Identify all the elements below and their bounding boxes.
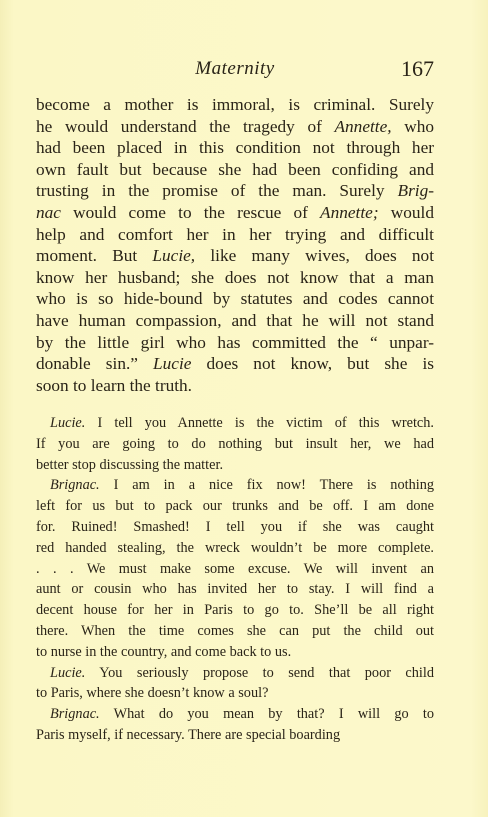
narrative-line: have human compassion, and that he will not stand: [36, 310, 434, 330]
dialogue-line: better stop discussing the matter.: [36, 456, 224, 473]
dialogue-line: to Paris, where she doesn’t know a soul?: [36, 685, 269, 702]
dialogue-line: for. Ruined! Smashed! I tell you if she was caught: [36, 518, 434, 535]
narrative-line: nac would come to the rescue of Annette; would: [36, 202, 434, 222]
speaker-name: Lucie.: [50, 415, 86, 431]
dialogue-line: left for us but to pack our trunks and be off. I am done: [36, 498, 434, 515]
narrative-line: trusting in the promise of the man. Surely Brig-: [36, 181, 434, 201]
narrative-paragraph: [36, 94, 434, 396]
dialogue-line: If you are going to do nothing but insult her, we had: [36, 435, 434, 452]
speaker-name: Lucie.: [50, 664, 86, 681]
narrative-line: help and comfort her in her trying and difficult: [36, 224, 434, 244]
dialogue-line: Paris myself, if necessary. There are special boarding: [36, 726, 341, 743]
speaker-name: Brignac.: [50, 477, 100, 494]
narrative-line: had been placed in this condition not through her: [36, 138, 434, 158]
dialogue-line: aunt or cousin who has invited her to stay. I will find a: [36, 581, 434, 598]
narrative-line: soon to learn the truth.: [36, 375, 192, 395]
narrative-line: he would understand the tragedy of Annette, who: [36, 116, 434, 136]
dialogue-line: . . . We must make some excuse. We will invent an: [36, 560, 434, 577]
dialogue-speech-start: Brignac. I am in a nice fix now! There is nothing: [50, 477, 434, 494]
narrative-line: moment. But Lucie, like many wives, does not: [36, 246, 434, 266]
narrative-line: by the little girl who has committed the “ unpar-: [36, 332, 434, 352]
dialogue-line: there. When the time comes she can put the child out: [36, 622, 434, 639]
dialogue-line: red handed stealing, the wreck wouldn’t be more complete.: [36, 539, 434, 556]
narrative-line: become a mother is immoral, is criminal. Surely: [36, 95, 434, 114]
page-number: 167: [401, 56, 434, 81]
dialogue-line: to nurse in the country, and come back to us.: [36, 643, 292, 660]
dialogue-line: decent house for her in Paris to go to. She’ll be all right: [36, 602, 434, 619]
narrative-line: who is so hide-bound by statutes and codes cannot: [36, 289, 434, 309]
narrative-line: own fault but because she had been confiding and: [36, 159, 434, 179]
running-head: Maternity: [195, 58, 275, 79]
speaker-name: Brignac.: [50, 706, 100, 723]
dialogue-speech-start: Lucie. I tell you Annette is the victim of this wretch.: [50, 415, 434, 431]
page-header: [36, 58, 434, 84]
narrative-line: know her husband; she does not know that a man: [36, 267, 434, 287]
dialogue-speech-start: Brignac. What do you mean by that? I will go to: [50, 706, 434, 723]
dialogue-excerpt: [36, 413, 434, 746]
dialogue-speech-start: Lucie. You seriously propose to send that poor child: [50, 664, 435, 681]
narrative-line: donable sin.” Lucie does not know, but she is: [36, 354, 434, 374]
